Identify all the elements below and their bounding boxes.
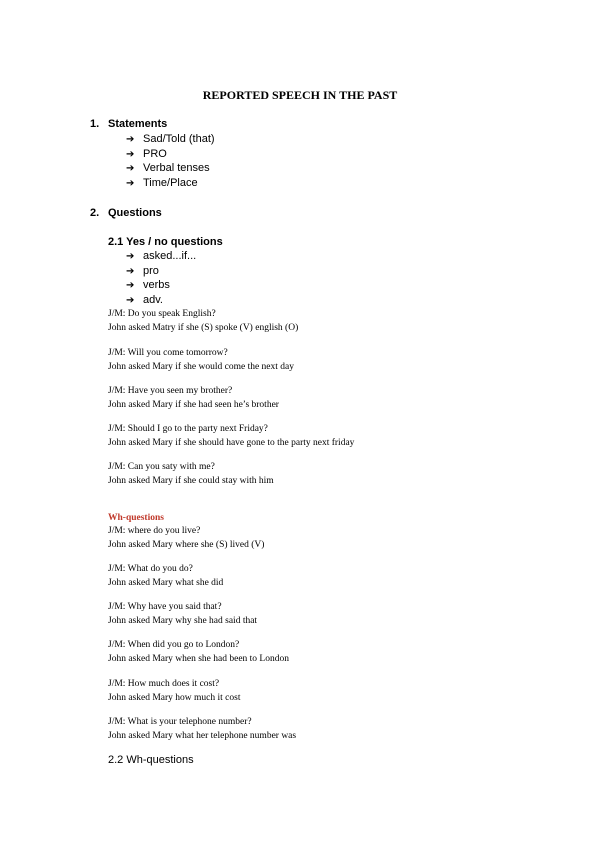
section-label: Statements	[108, 118, 168, 130]
right-arrow-icon: ➔	[126, 280, 135, 292]
section-number: 2.	[90, 207, 100, 219]
example-question: J/M: Why have you said that?	[108, 602, 222, 612]
example-pair	[108, 460, 274, 488]
example-pair	[108, 307, 298, 335]
list-item: ➔ Sad/Told (that)	[126, 132, 215, 147]
example-question: J/M: Will you come tomorrow?	[108, 348, 228, 358]
example-pair	[108, 677, 240, 705]
example-question: J/M: Should I go to the party next Friday?	[108, 424, 268, 434]
list-item: ➔ verbs	[126, 278, 196, 293]
example-reported: John asked Matry if she (S) spoke (V) english (O)	[108, 323, 299, 333]
list-item: ➔ Time/Place	[126, 176, 215, 191]
section-questions-heading	[90, 207, 162, 219]
example-reported: John asked Mary why she had said that	[108, 616, 258, 626]
example-question: J/M: where do you live?	[108, 526, 201, 536]
list-item: ➔ pro	[126, 264, 196, 279]
section-statements-heading	[90, 118, 167, 130]
subsection-yes-no-heading: 2.1 Yes / no questions	[108, 236, 223, 248]
subsection-wh-heading: 2.2 Wh-questions	[108, 754, 194, 766]
list-item: ➔ asked...if...	[126, 249, 196, 264]
right-arrow-icon: ➔	[126, 294, 135, 306]
example-reported: John asked Mary when she had been to London	[108, 654, 289, 664]
example-question: J/M: When did you go to London?	[108, 640, 240, 650]
example-question: J/M: How much does it cost?	[108, 679, 220, 689]
example-question: J/M: What do you do?	[108, 564, 193, 574]
example-pair	[108, 638, 289, 666]
example-question: J/M: What is your telephone number?	[108, 717, 252, 727]
section-number: 1.	[90, 118, 100, 130]
example-pair	[108, 715, 296, 743]
right-arrow-icon: ➔	[126, 177, 135, 189]
page-title: REPORTED SPEECH IN THE PAST	[202, 88, 398, 102]
statements-bullet-list	[126, 132, 215, 190]
example-reported: John asked Mary if she had seen he’s brother	[108, 400, 279, 410]
section-label: Questions	[108, 207, 162, 219]
example-reported: John asked Mary where she (S) lived (V)	[108, 540, 265, 550]
right-arrow-icon: ➔	[126, 148, 135, 160]
example-pair	[108, 346, 294, 374]
example-reported: John asked Mary if she should have gone to the party next friday	[108, 438, 355, 448]
right-arrow-icon: ➔	[126, 251, 135, 262]
list-item: ➔ adv.	[126, 293, 196, 308]
example-reported: John asked Mary if she would come the next day	[108, 362, 294, 372]
example-pair	[108, 524, 264, 552]
example-reported: John asked Mary what she did	[108, 578, 224, 588]
yes-no-bullet-list	[126, 249, 196, 307]
example-question: J/M: Do you speak English?	[108, 309, 216, 319]
example-reported: John asked Mary what her telephone number was	[108, 731, 297, 741]
example-pair	[108, 600, 257, 628]
right-arrow-icon: ➔	[126, 134, 135, 145]
example-reported: John asked Mary how much it cost	[108, 693, 241, 703]
list-item: ➔ Verbal tenses	[126, 161, 215, 176]
list-item: ➔ PRO	[126, 147, 215, 162]
example-question: J/M: Have you seen my brother?	[108, 386, 233, 396]
example-reported: John asked Mary if she could stay with him	[108, 476, 274, 486]
wh-questions-heading: Wh-questions	[108, 513, 164, 523]
example-question: J/M: Can you saty with me?	[108, 462, 215, 472]
example-pair	[108, 384, 279, 412]
example-pair	[108, 562, 223, 590]
right-arrow-icon: ➔	[126, 265, 135, 277]
example-pair	[108, 422, 354, 450]
right-arrow-icon: ➔	[126, 163, 135, 175]
